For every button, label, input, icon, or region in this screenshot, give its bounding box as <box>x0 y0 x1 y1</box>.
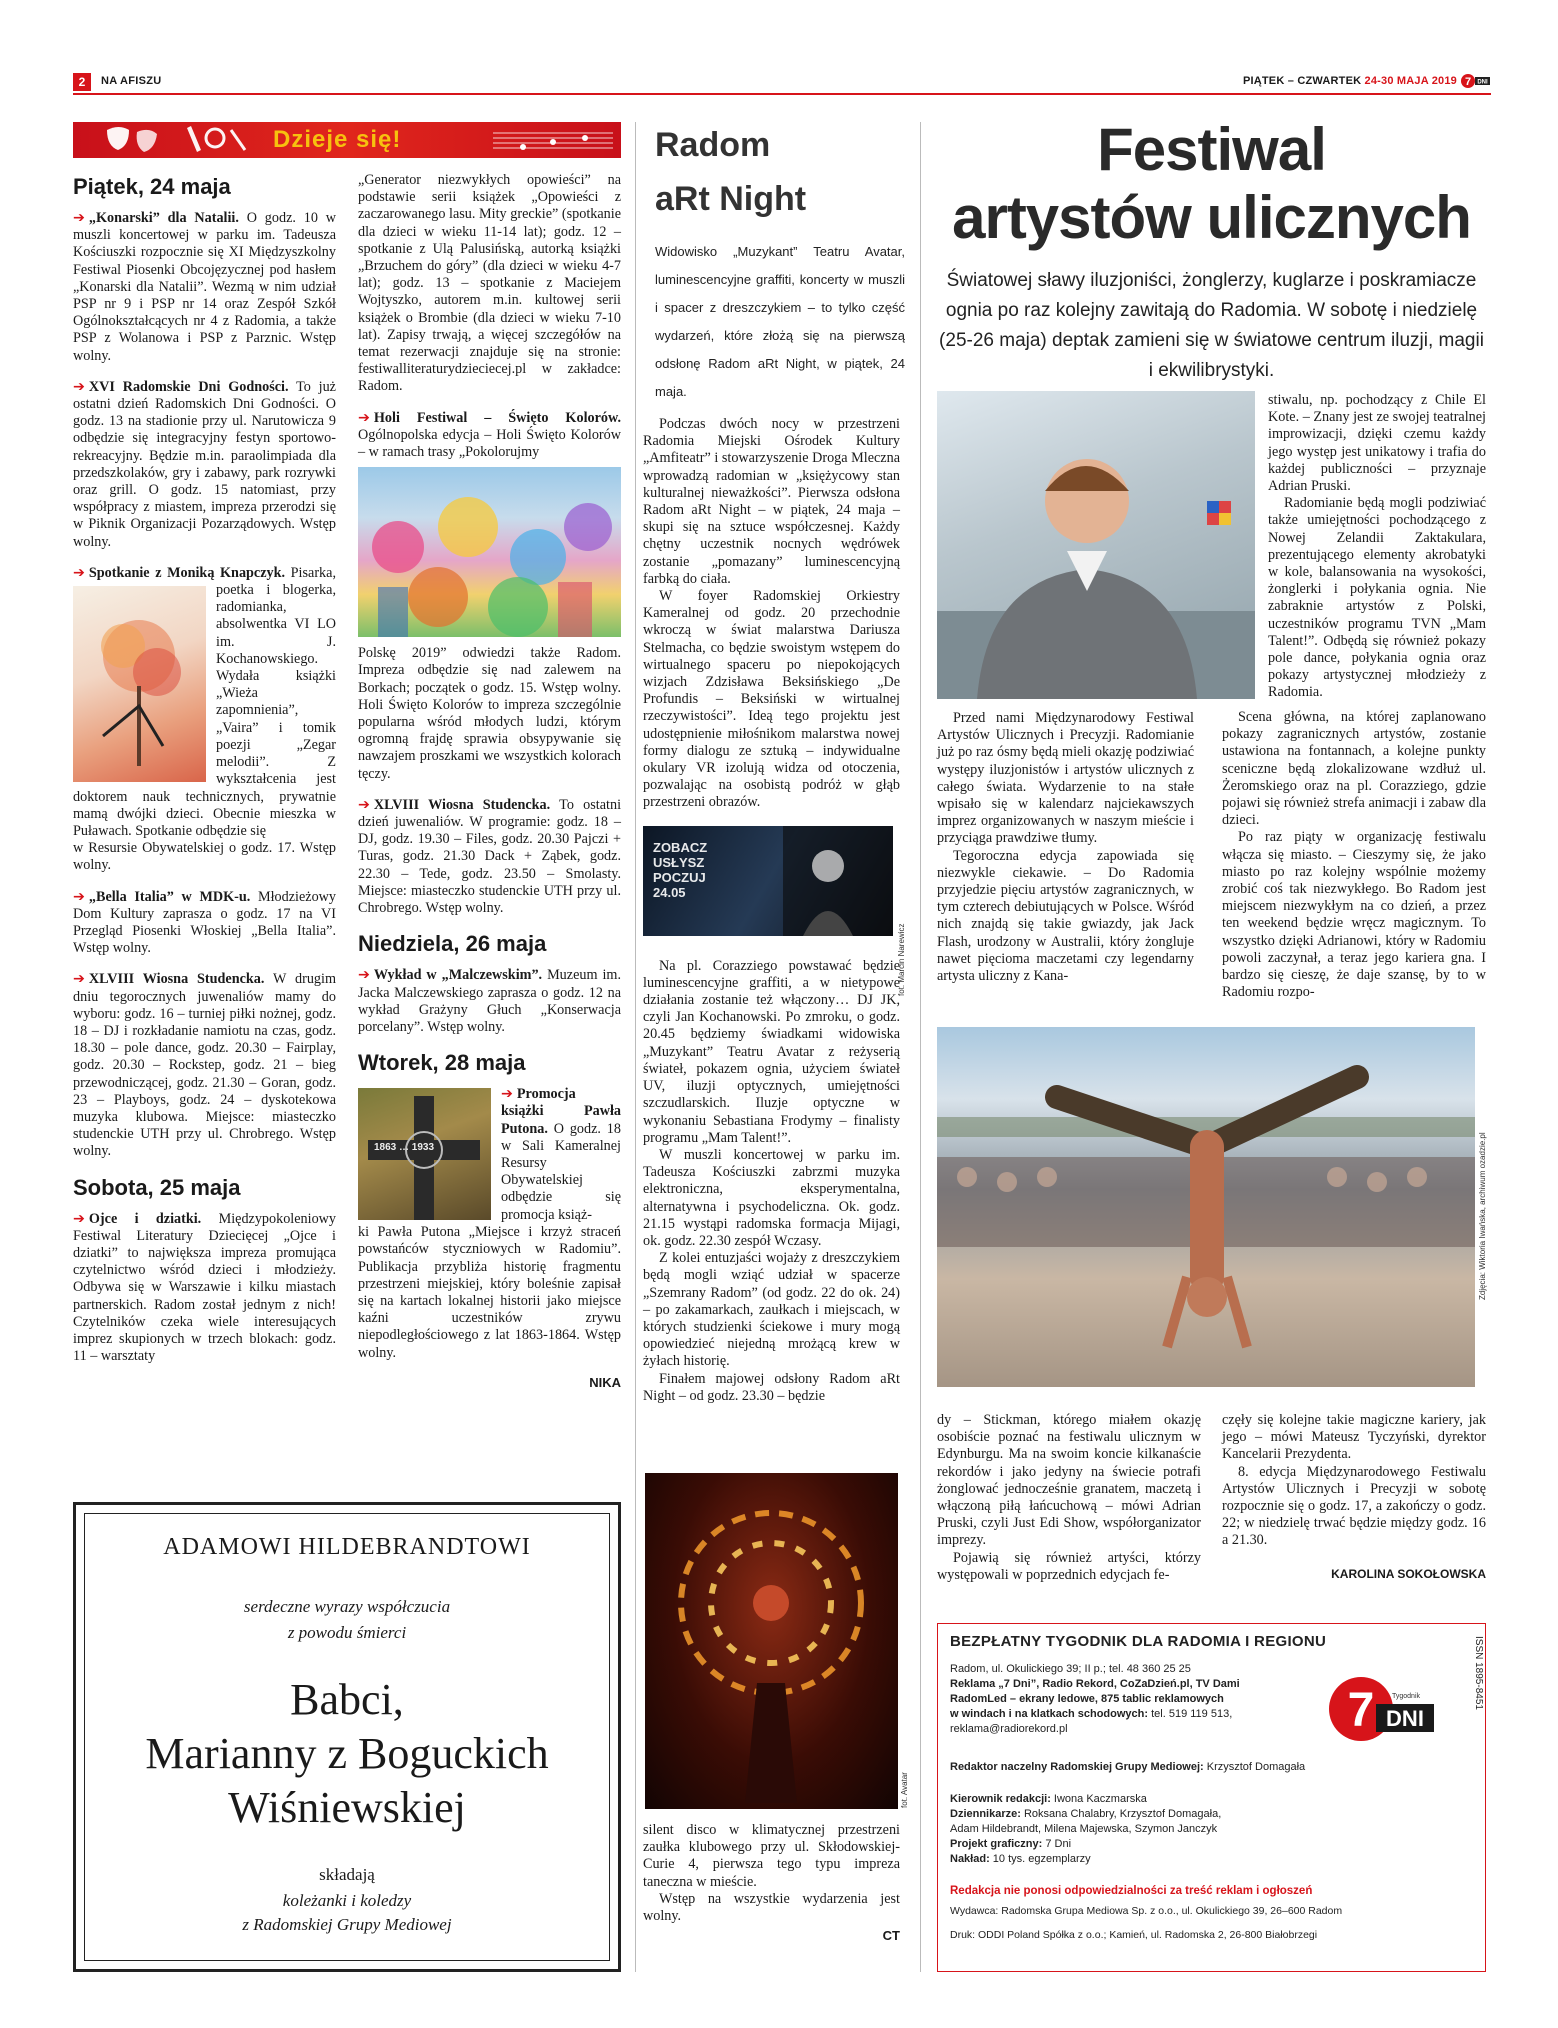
poster-text: ZOBACZ USŁYSZ POCZUJ 24.05 <box>653 839 708 900</box>
event-bella-italia: ➔ „Bella Italia” w MDK-u. Młodzieżowy Dom Kultury zaprasza o godz. 17 na VI Przegląd Piosenki Włoskiej „Bella Italia”. Wstęp wolny. <box>73 888 336 957</box>
art-night-title-2: aRt Night <box>655 180 807 218</box>
svg-text:7: 7 <box>1464 76 1472 88</box>
event-knapczyk: ➔ Spotkanie z Moniką Knapczyk. Pisarka, poetka i blogerka, radomianka, absolwentka VI LO im. J. Kochanowskiego. Wydała książki „Wieża zapomnienia”, „Vaira” i tomik poezji „Zegar melodii”. Z wykształcenia jest doktorem nauk technicznych, prywatnie mamą dwójki dzieci. Obecnie mieszka w Puławach. Spotkanie odbędzie się <box>73 564 336 839</box>
obituary-from: składają <box>319 1865 375 1884</box>
festival-article-head <box>937 116 1486 386</box>
art-night-p7: silent disco w klimatycznej przestrzeni zaułka klubowego przy ul. Skłodowskiej-Curie 4, pierwsza tego typu impreza taneczna w mieście. <box>643 1822 900 1890</box>
festival-r2: Radomianie będą mogli podziwiać także umiejętności pochodzącego z Nowej Zelandii Zaktakulara, prezentującego elementy akrobatyki w kole, balansowania na wysokości, żonglerki i połykania ognia. Nie zabraknie artystów z Polski, uczestników programu TVN „Mam Talent!”. Odbędą się również pokazy pole dance, połykania ognia oraz pokazy artystycznej młodzieży z Radomia. <box>1268 495 1486 701</box>
column-rule <box>920 122 921 1972</box>
festival-m2: Po raz piąty w organizację festiwalu włącza się miasto. – Cieszymy się, że jako miasto po raz kolejny wspólnie możemy zrobić coś tak niezwykłego. Bo Radom jest miejscem niezwykłym na co dzień, a przez ten weekend będzie wręcz magicznym. To wszystko dzięki Adrianowi, który w Radomiu powoli zaczynał, a teraz jego kariera gna. I bardzo się cieszę, że daje szansę, by to w Radomiu rozpo- <box>1222 829 1486 1001</box>
signature-sokolowska: KAROLINA SOKOŁOWSKA <box>1331 1566 1486 1581</box>
masthead-editor: Redaktor naczelny Radomskiej Grupy Mediowej: Krzysztof Domagała <box>950 1761 1306 1773</box>
art-night-title-1: Radom <box>655 126 771 164</box>
arrow-icon: ➔ <box>501 1086 513 1103</box>
event-dni-godnosci: ➔ XVI Radomskie Dni Godności. To już ostatni dzień Radomskich Dni Godności. O godz. 13 na stadionie przy ul. Narutowicza 9 odbędzie się integracyjny festyn sportowo-rekreacyjny. Będzie m.in. paraolimpiada dla przedszkolaków, gry i zabawy, park rozrywki oraz grill. O godz. 15 natomiast, przy współpracy z miastem, impreza przerodzi się w Piknik Organizacji Pozarządowych. Wstęp wolny. <box>73 378 336 550</box>
festival-b1: dy – Stickman, którego miałem okazję osobiście poznać na festiwalu ulicznym w Edynburgu. Ma na swoim koncie kilkanaście rekordów i jako jedyny na świecie potrafi żonglować jednocześnie granatem, maczetą i włączoną piłą łańcuchową – mówi Adrian Pruski, czyli Just Edi Show, współorganizator imprezy. <box>937 1412 1201 1549</box>
event-holi-cont: Polskę 2019” odwiedzi także Radom. Impreza odbędzie się nad zalewem na Borkach; początek o godz. 15. Wstęp wolny. Holi Święto Kolorów to impreza szczególnie popularna wśród młodych ludzi, którym ogromną frajdę sprawia obsypywanie się nawzajem proszkami we wszystkich kolorach tęczy. <box>358 645 621 782</box>
masthead-box <box>937 1623 1486 1972</box>
event-konarski: ➔ „Konarski” dla Natalii. O godz. 10 w muszli koncertowej w parku im. Tadeusza Kościuszki rozpocznie się XI Międzyszkolny Festiwal Piosenki Obcojęzycznej pod hasłem „Konarski dla Natalii”. Wezmą w nim udział PSP nr 9 i PSP nr 14 oraz Zespół Szkół Ogólnokształcących nr 4 z Radomia, a także PSP z Wolanowa i PSP z Parznic. Wstęp wolny. <box>73 210 336 364</box>
event-ojce-i-dziatki: ➔ Ojce i dziatki. Międzypokoleniowy Festiwal Literatury Dziecięcej „Ojce i dziatki” to największa impreza promująca czytelnictwo wśród dzieci i młodzieży. Odbywa się w Warszawie i kilku miastach partnerskich. Radom został jednym z nich! Czytelników czeka wiele interesujących imprez skupionych w trzech blokach: godz. 11 – warsztaty <box>73 1210 337 1365</box>
art-night-p3: Na pl. Corazziego powstawać będzie luminescencyjne graffiti, a w nietypowe działania zostanie też włączony… DJ JK, czyli Jan Kochanowski. Po zmroku, o godz. 20.45 będziemy świadkami widowiska „Muzykant” Teatru Avatar z reżyserią świateł, pokazem ognia, użyciem świateł UV, iluzji optycznych, umiejętności szczudlarskich. Iluzje optyczne w wykonaniu Sebastiana Frodymy – finalisty programu „Mam Talent!”. <box>643 957 900 1146</box>
art-night-p2: W foyer Radomskiej Orkiestry Kameralnej od godz. 20 przechodnie wkroczą w świat malarstwa Dariusza Stelmacha, co będzie swoistym wstępem do wirtualnego spaceru po niepokojących wizjach Zdzisława Beksińskiego „De Profundis – Beksiński w wirtualnej rzeczywistości”. Ideą tego projektu jest udostępnienie miłośnikom malarstwa nowej formy dialogu ze sztuką – indywidualne okulary VR izolują widza od otoczenia, pozwalając na osobistą podróż w głąb przestrzeni obrazów. <box>643 588 900 811</box>
festival-l1: Przed nami Międzynarodowy Festiwal Artystów Ulicznych i Precyzji. Radomianie już po raz ósmy będą mieli okazję podziwiać występy iluzjonistów i artystów ulicznych z całego świata. Wydarzenie to na stałe wpisało się w kalendarz najciekawszych imprez organizowanych w naszym mieście i przyciąga prawdziwe tłumy. <box>937 710 1194 847</box>
photo-credit: fot. Marcin Narewicz <box>897 923 906 996</box>
art-night-p4: W muszli koncertowej w parku im. Tadeusza Kościuszki zabrzmi muzyka elektroniczna, eksperymentalna, alternatywna i psychodeliczna. Ok. godz. 21.15 wystąpi radomska formacja Mijagi, ok. godz. 22.30 zespół Wczasy. <box>643 1146 900 1249</box>
arrow-icon: ➔ <box>73 888 85 905</box>
event-knapczyk-cont: w Resursie Obywatelskiej o godz. 17. Wstęp wolny. <box>73 840 336 874</box>
day-heading-friday: Piątek, 24 maja <box>73 174 231 199</box>
event-wiosna-studencka-2: ➔ XLVIII Wiosna Studencka. To ostatni dzień juwenaliów. W programie: godz. 18 – DJ, godz. 19.30 – Files, godz. 20.30 Pajczi + Turas, godz. 21.30 Dack + Ząbek, godz. 22.30 – Tede, godz. 23.50 – Smolasty. Miejsce: miasteczko studenckie UTH przy ul. Chrobrego. Wstęp wolny. <box>358 796 622 917</box>
masthead-email[interactable]: reklama@radiorekord.pl <box>950 1723 1068 1735</box>
clock-tree-illustration <box>73 586 206 782</box>
issn: ISSN 1895-8451 <box>1473 1636 1484 1710</box>
festival-lead: Światowej sławy iluzjoniści, żonglerzy, kuglarze i poskramiacze ognia po raz kolejny zawitają do Radomia. W sobotę i niedzielę (25-26 maja) deptak zamieni się w światowe centrum iluzji, magii i ekwilibrystyki. <box>939 270 1484 381</box>
event-holi: ➔ Holi Festiwal – Święto Kolorów. Ogólnopolska edycja – Holi Święto Kolorów – w ramach trasy „Pokolorujmy <box>358 409 621 461</box>
page-number: 2 <box>73 73 91 91</box>
photo-credit: Zdjęcia: Wiktoria Iwańska, archiwum ozadzie.pl <box>1478 1132 1487 1300</box>
masthead-disclaimer: Redakcja nie ponosi odpowiedzialności za treść reklam i ogłoszeń <box>950 1885 1313 1897</box>
events-column-1 <box>73 170 336 1365</box>
event-puton: 1863 … 1933 ➔ Promocja książki Pawła Putona. O godz. 18 w Sali Kameralnej Resursy Obywatelskiej odbędzie się promocja książ- <box>358 1086 621 1224</box>
logo-tygodnik: Tygodnik <box>1391 1693 1421 1700</box>
art-night-poster-photo <box>643 826 893 936</box>
festival-b2: Pojawią się również artyści, którzy występowali w poprzednich edycjach fe- <box>937 1549 1201 1583</box>
magician-photo <box>937 391 1255 699</box>
column-rule <box>635 122 636 1972</box>
festival-b4: 8. edycja Międzynarodowego Festiwalu Artystów Ulicznych i Precyzji w sobotę rozpocznie się o godz. 17, a zakończy o godz. 22; w niedzielę trwać będzie między godz. 16 a 21.30. <box>1222 1463 1486 1549</box>
issue-date <box>1243 75 1457 87</box>
breakdancer-photo <box>937 1027 1475 1387</box>
signature-nika: NIKA <box>589 1374 621 1390</box>
magician-illustration <box>937 391 1255 699</box>
logo-dni: DNI <box>1386 1706 1424 1731</box>
art-night-p8: Wstęp na wszystkie wydarzenia jest wolny. <box>643 1890 900 1925</box>
section-name: NA AFISZU <box>101 75 162 87</box>
festival-right-col <box>1268 392 1486 702</box>
masthead-printer: Druk: ODDI Poland Spółka z o.o.; Kamień, ul. Radomska 2, 26-800 Białobrzegi <box>950 1929 1318 1941</box>
date-prefix: PIĄTEK – CZWARTEK <box>1242 75 1365 87</box>
festival-r1: stiwalu, np. pochodzący z Chile El Kote. – Znany jest ze swojej teatralnej improwizacji, dzięki czemu każdy jego występ jest unikatowy i trafia do każdej publiczności – przyznaje Adrian Pruski. <box>1268 392 1486 495</box>
art-night-p5: Z kolei entuzjaści wojaży z dreszczykiem będą mogli wziąć udział w spacerze „Szemrany Radom” (od godz. 22 do ok. 24) – po zakamarkach, zaułkach i miejscach, w których studzienki ściekowe i mury mogą opowiedzieć niejedną mrożącą krew w żyłach historię. <box>643 1250 900 1370</box>
holi-crowd-illustration <box>358 467 621 637</box>
art-night-lead: Widowisko „Muzykant” Teatru Avatar, luminescencyjne graffiti, koncerty w muszli i spacer z dreszczykiem – to tylko część wydarzeń, które złożą się na pierwszą odsłonę Radom aRt Night, w piątek, 24 maja. <box>655 244 905 399</box>
arrow-icon: ➔ <box>73 210 85 226</box>
fire-performer-photo <box>645 1473 898 1809</box>
festival-bottom-right <box>1222 1412 1486 1583</box>
obituary-from-3: z Radomskiej Grupy Mediowej <box>242 1915 452 1934</box>
arrow-icon: ➔ <box>73 564 85 581</box>
arrow-icon: ➔ <box>358 796 370 813</box>
obituary-line2: z powodu śmierci <box>287 1623 407 1642</box>
arrow-icon: ➔ <box>358 409 370 426</box>
masthead-publisher: Wydawca: Radomska Grupa Mediowa Sp. z o.o., ul. Okulickiego 39, 26–600 Radom <box>950 1905 1343 1917</box>
header-rule <box>73 93 1491 95</box>
signature-ct: CT <box>882 1928 900 1944</box>
obituary-main-3: Wiśniewskiej <box>228 1783 466 1832</box>
event-ojce-cont: „Generator niezwykłych opowieści” na podstawie serii książek „Opowieści z zaczarowanego lasu. Mity greckie” (spotkanie dla dzieci w wieku 11-14 lat); godz. 12 – spotkanie z Ulą Palusińską, autorką książki „Brzuchem do góry” (dla dzieci w wieku 4-7 lat); godz. 13 – spotkanie z Maciejem Wojtyszko, autorem m.in. kultowej serii książek o Brombie (dla dzieci w wieku 7-10 lat). Zapisy trwają, a więcej szczegółów na temat rezerwacji znajduje się na stronie: festiwalliteraturydzieciecej.pl w zakładce: Radom. <box>358 172 621 395</box>
page-header <box>73 73 1491 93</box>
event-puton-cont: ki Pawła Putona „Miejsce i krzyż straceń powstańców styczniowych w Radomiu”. Publikacja przybliża historię fragmentu przestrzeni miejskiej, który boleśnie zapisał się na kartach lokalnej historii jako miejsce kaźni uczestników zrywu niepodległościowego z lat 1863-1864. Wstęp wolny. <box>358 1224 621 1361</box>
festival-left-col <box>937 710 1194 985</box>
art-night-end <box>643 1822 900 1944</box>
obituary-name: ADAMOWI HILDEBRANDTOWI <box>163 1534 531 1560</box>
book-cover-image <box>73 586 206 782</box>
festival-m1: Scena główna, na której zaplanowano pokazy zagranicznych artystów, zostanie ustawiona na fontannach, a kolejne punkty sceniczne będą zlokalizowane wzdłuż ul. Żeromskiego oraz na pl. Corazziego, gdzie pojawi się również strefa animacji i zabaw dla dzieci. <box>1222 709 1486 829</box>
day-heading-tuesday: Wtorek, 28 maja <box>358 1050 526 1076</box>
7dni-logo-small <box>1461 73 1491 89</box>
obituary-main-2: Marianny z Boguckich <box>145 1729 549 1778</box>
festival-mid-col <box>1222 709 1486 1001</box>
cross-years: 1863 … 1933 <box>374 1142 435 1154</box>
obituary-box <box>73 1502 621 1972</box>
theatre-masks-icon <box>103 124 253 156</box>
art-night-p6: Finałem majowej odsłony Radom aRt Night – od godz. 23.30 – będzie <box>643 1370 900 1404</box>
7dni-logo <box>1328 1676 1438 1742</box>
masthead-contact: Radom, ul. Okulickiego 39; II p.; tel. 48 360 25 25 Reklama „7 Dni”, Radio Rekord, CoZaDzień.pl, TV Dami RadomLed – ekrany ledowe, 875 tablic reklamowych w windach i na klatkach schodowych: tel. 519 119 513, reklama@radiorekord.pl <box>950 1662 1310 1737</box>
obituary-main-1: Babci, <box>290 1675 404 1724</box>
logo-seven: 7 <box>1347 1684 1375 1737</box>
art-night-p1: Podczas dwóch nocy w przestrzeni Radomia Miejski Ośrodek Kultury „Amfiteatr” i stowarzyszenie Droga Mleczna wprowadzą radomian w „księżycowy stan kulturalnej nieważkości”. Pierwsza odsłona Radom aRt Night – w piątek, 24 maja – skupi się na sztuce współczesnej. Każdy chętny uczestnik nocnych wędrówek zostanie „pomazany” luminescencyjną farbką do ciała. <box>643 416 900 587</box>
festival-bottom-left <box>937 1412 1201 1584</box>
banner-title: Dzieje się! <box>273 126 402 153</box>
cross-illustration <box>358 1088 491 1220</box>
music-notes-icon <box>493 125 613 155</box>
obituary-from-2: koleżanki i koledzy <box>282 1891 412 1910</box>
event-malczewski: ➔ Wykład w „Malczewskim”. Muzeum im. Jacka Malczewskiego zaprasza o godz. 12 na wykład Grażyny Głuch „Konserwacja porcelany”. Wstęp wolny. <box>358 967 621 1035</box>
cross-photo <box>358 1088 491 1220</box>
art-night-article <box>655 118 905 406</box>
fire-ring-illustration <box>645 1473 898 1809</box>
art-night-body <box>643 416 906 1419</box>
dzieje-sie-banner <box>73 122 621 158</box>
day-heading-saturday: Sobota, 25 maja <box>73 1174 241 1200</box>
arrow-icon: ➔ <box>73 1210 85 1227</box>
arrow-icon: ➔ <box>73 971 85 988</box>
breakdancer-illustration <box>937 1027 1475 1387</box>
festival-title-2: artystów ulicznych <box>952 184 1471 251</box>
event-wiosna-studencka-1: ➔ XLVIII Wiosna Studencka. W drugim dniu tegorocznych juwenaliów mamy do wyboru: godz. 16 – turniej piłki nożnej, godz. 18 – DJ i rozkładanie namiotu na czas, godz. 18.30 – pole dance, godz. 20.30 – Fairplay, godz. 20.30 – Rockstep, godz. 21 – bieg przewodniczącej, godz. 21.30 – Goran, godz. 23 – Playboys, godz. 24 – dyskotekowa muzyka klubowa. Miejsce: miasteczko studenckie UTH przy ul. Chrobrego. Wstęp wolny. <box>73 971 336 1160</box>
svg-text:DNI: DNI <box>1477 79 1488 86</box>
day-heading-sunday: Niedziela, 26 maja <box>358 931 547 957</box>
festival-title-1: Festiwal <box>1097 116 1326 183</box>
masthead-title: BEZPŁATNY TYGODNIK DLA RADOMIA I REGIONU <box>950 1633 1327 1650</box>
obituary-line1: serdeczne wyrazy współczucia <box>243 1597 451 1616</box>
holi-festival-photo <box>358 467 621 637</box>
arrow-icon: ➔ <box>73 378 85 395</box>
events-column-2 <box>358 172 621 1391</box>
arrow-icon: ➔ <box>358 967 370 984</box>
photo-credit: fot. Avatar <box>900 1772 909 1808</box>
obituary-inner <box>84 1513 610 1961</box>
festival-b3: częły się kolejne takie magiczne kariery, jak jego – mówi Mateusz Tyczyński, dyrektor Kancelarii Prezydenta. <box>1222 1412 1486 1463</box>
date-range: 24-30 MAJA 2019 <box>1364 75 1457 87</box>
masthead-staff: Kierownik redakcji: Iwona Kaczmarska Dziennikarze: Roksana Chalabry, Krzysztof Domagała, Adam Hildebrandt, Milena Majewska, Szymon Janczyk Projekt graficzny: 7 Dni Nakład: 10 tys. egzemplarzy <box>950 1793 1222 1865</box>
festival-l2: Tegoroczna edycja zapowiada się niezwykle ciekawie. – Do Radomia przyjedzie pięciu artystów zagranicznych, w tym czterech debiutujących w Polsce. Wśród nich znajdą się takie gwiazdy, jak Jack Flash, urodzony w Australii, który żongluje nawet pięcioma maczetami czy legendarny artysta uliczny z Kana- <box>937 847 1194 985</box>
